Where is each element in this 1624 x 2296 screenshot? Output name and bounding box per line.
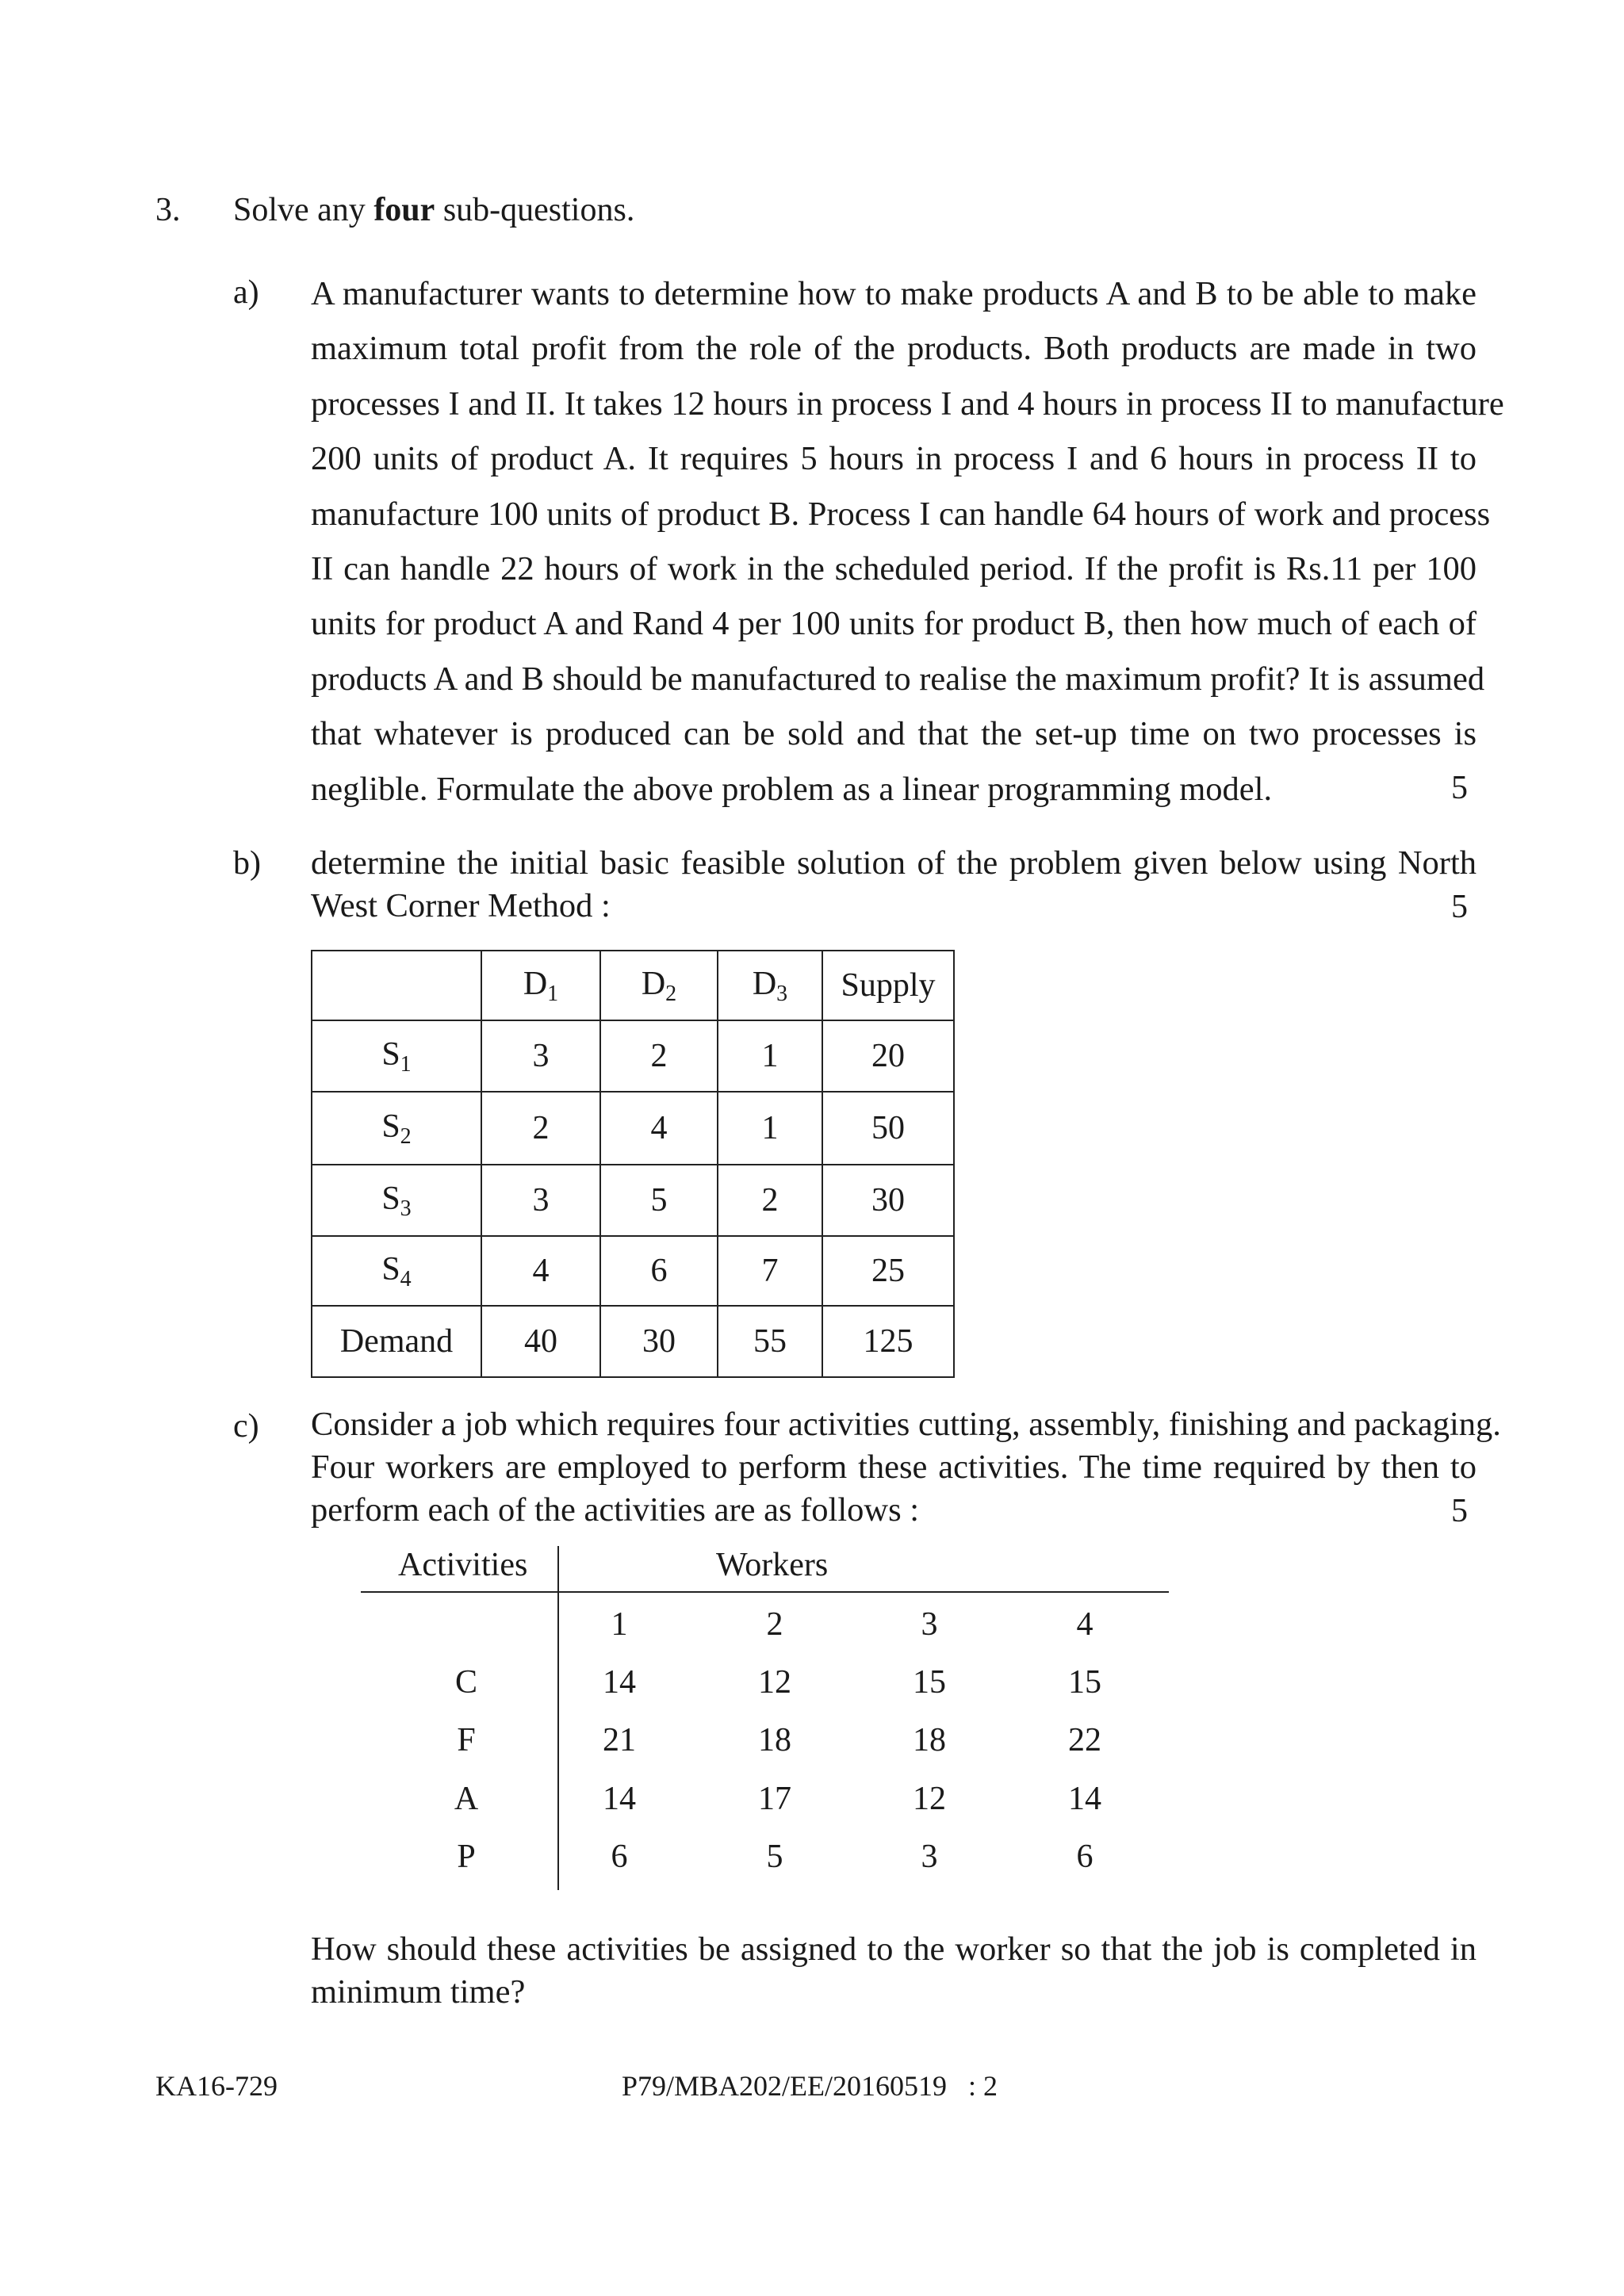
transport-cell: 55 <box>718 1306 822 1377</box>
subq-a-line: products A and B should be manufactured to realise the maximum profit? It is assumed <box>311 660 1485 698</box>
assignment-cell: 17 <box>758 1781 791 1817</box>
subq-a-line: units for product A and Rand 4 per 100 units for product B, then how much of each of <box>311 605 1477 643</box>
transport-header-supply: Supply <box>822 951 954 1020</box>
subq-a-line: processes I and II. It takes 12 hours in process I and 4 hours in process II to manufacture <box>311 385 1504 423</box>
subq-a-line: neglible. Formulate the above problem as a linear programming model. <box>311 770 1273 808</box>
assignment-activities-header: Activities <box>398 1547 528 1583</box>
question-number: 3. <box>155 192 181 228</box>
assignment-cell: 18 <box>758 1722 791 1758</box>
subq-a-line: manufacture 100 units of product B. Process I can handle 64 hours of work and process <box>311 495 1491 533</box>
worker-header: 4 <box>1076 1606 1094 1643</box>
subq-c-line: Four workers are employed to perform these activities. The time required by then to <box>311 1448 1477 1486</box>
footer-paper-id: P79/MBA202/EE/20160519 : 2 <box>622 2070 998 2102</box>
worker-header: 2 <box>766 1606 783 1643</box>
transport-cell: 50 <box>822 1092 954 1165</box>
transport-table <box>311 950 955 1378</box>
assignment-cell: 12 <box>913 1781 946 1817</box>
subq-c-closing <box>311 1928 1477 2014</box>
subq-b-line: West Corner Method : <box>311 887 611 924</box>
subq-a-line: maximum total profit from the role of the products. Both products are made in two <box>311 330 1477 368</box>
transport-header-d3: $D_3$ <box>718 951 822 1020</box>
assignment-cell: 14 <box>603 1664 636 1701</box>
subq-b-line: determine the initial basic feasible solution of the problem given below using North <box>311 844 1477 882</box>
transport-cell: 40 <box>481 1306 600 1377</box>
assignment-cell: 6 <box>1076 1839 1094 1875</box>
assignment-cell: 18 <box>913 1722 946 1758</box>
assignment-cell: 15 <box>1068 1664 1101 1701</box>
transport-corner-cell <box>312 951 481 1020</box>
transport-cell: 1 <box>718 1092 822 1165</box>
transport-row <box>312 1092 954 1165</box>
transport-header-row <box>312 951 954 1020</box>
assignment-cell: 14 <box>603 1781 636 1817</box>
activity-label: C <box>454 1664 477 1701</box>
subq-c-closing-line: minimum time? <box>311 1973 526 2011</box>
subq-a-line: II can handle 22 hours of work in the scheduled period. If the profit is Rs.11 per 100 <box>311 550 1477 588</box>
transport-cell: 4 <box>600 1092 718 1165</box>
subq-b-label: b) <box>233 845 261 882</box>
subq-c-line: Consider a job which requires four activities cutting, assembly, finishing and packaging. <box>311 1406 1501 1443</box>
subq-b-text <box>311 842 1477 928</box>
subq-c-line: perform each of the activities are as follows : <box>311 1491 920 1529</box>
transport-header-d1: $D_1$ <box>481 951 600 1020</box>
assignment-cell: 3 <box>921 1839 938 1875</box>
transport-cell: 125 <box>822 1306 954 1377</box>
assignment-cell: 12 <box>758 1664 791 1701</box>
subq-c-label: c) <box>233 1408 259 1445</box>
subq-c-text <box>311 1403 1501 1532</box>
assignment-cell: 5 <box>766 1839 783 1875</box>
assignment-cell: 22 <box>1068 1722 1101 1758</box>
footer-code: KA16-729 <box>155 2070 278 2102</box>
transport-cell: 25 <box>822 1236 954 1306</box>
transport-row-label: $S_4$ <box>312 1236 481 1306</box>
subq-a-label: a) <box>233 274 259 311</box>
transport-cell: 2 <box>600 1020 718 1092</box>
footer-page-number: : 2 <box>968 2070 998 2102</box>
transport-cell: 30 <box>822 1165 954 1236</box>
subq-a-marks: 5 <box>1451 770 1468 806</box>
transport-row-label: $S_1$ <box>312 1020 481 1092</box>
subq-b-marks: 5 <box>1451 889 1468 925</box>
worker-header: 3 <box>921 1606 938 1643</box>
assignment-cell: 21 <box>603 1722 636 1758</box>
subq-c-closing-line: How should these activities be assigned to the worker so that the job is completed in <box>311 1931 1477 1968</box>
transport-cell: 20 <box>822 1020 954 1092</box>
transport-row <box>312 1165 954 1236</box>
assignment-cell: 15 <box>913 1664 946 1701</box>
transport-row <box>312 1020 954 1092</box>
question-instruction <box>233 193 634 227</box>
instruction-bold: four <box>373 192 435 228</box>
instruction-pre: Solve any <box>233 192 366 228</box>
transport-cell: 2 <box>481 1092 600 1165</box>
assignment-workers-header: Workers <box>716 1547 829 1583</box>
activity-label: A <box>454 1781 479 1817</box>
transport-cell: 6 <box>600 1236 718 1306</box>
activity-label: P <box>457 1839 476 1875</box>
subq-c-marks: 5 <box>1451 1493 1468 1529</box>
assignment-vertical-rule <box>557 1546 559 1890</box>
subq-a-line: A manufacturer wants to determine how to make products A and B to be able to make <box>311 275 1477 312</box>
transport-cell: 4 <box>481 1236 600 1306</box>
subq-a-line: that whatever is produced can be sold and that the set-up time on two processes is <box>311 715 1477 753</box>
transport-cell: 30 <box>600 1306 718 1377</box>
transport-row-label: Demand <box>312 1306 481 1377</box>
transport-header-d2: $D_2$ <box>600 951 718 1020</box>
subq-a-text <box>311 266 1504 817</box>
transport-row-label: $S_3$ <box>312 1165 481 1236</box>
activity-label: F <box>457 1722 476 1758</box>
subq-a-line: 200 units of product A. It requires 5 hours in process I and 6 hours in process II to <box>311 440 1477 478</box>
transport-cell: 3 <box>481 1020 600 1092</box>
transport-row <box>312 1236 954 1306</box>
transport-row-label: $S_2$ <box>312 1092 481 1165</box>
transport-cell: 1 <box>718 1020 822 1092</box>
assignment-horizontal-rule <box>361 1591 1169 1593</box>
instruction-post: sub-questions. <box>442 192 635 228</box>
transport-cell: 5 <box>600 1165 718 1236</box>
transport-demand-row <box>312 1306 954 1377</box>
assignment-cell: 6 <box>611 1839 628 1875</box>
assignment-cell: 14 <box>1068 1781 1101 1817</box>
transport-cell: 2 <box>718 1165 822 1236</box>
transport-cell: 7 <box>718 1236 822 1306</box>
transport-cell: 3 <box>481 1165 600 1236</box>
worker-header: 1 <box>611 1606 628 1643</box>
